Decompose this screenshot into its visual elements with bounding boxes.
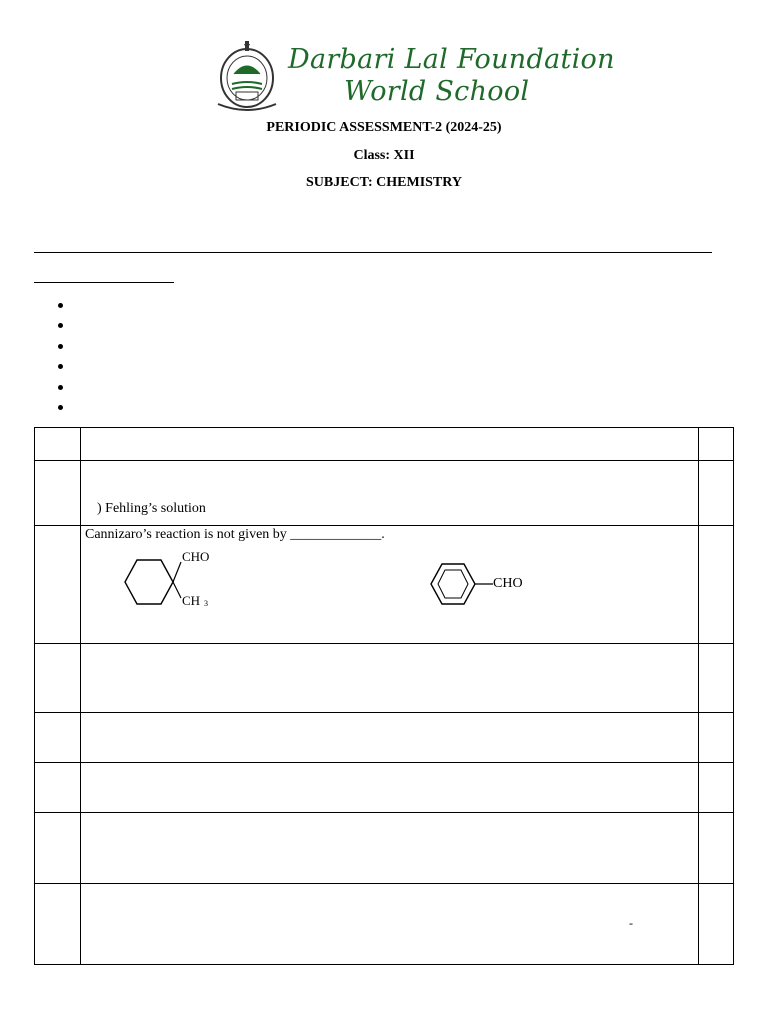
school-logo	[214, 40, 615, 114]
school-name-line1: Darbari Lal Foundation	[288, 44, 615, 75]
table-row	[34, 525, 734, 644]
school-name-line2: World School	[344, 76, 530, 107]
table-row	[34, 883, 734, 965]
structure1-ch-subscript: 3	[204, 599, 208, 608]
question-option-text: ) Fehling’s solution	[97, 501, 206, 516]
table-row	[34, 712, 734, 763]
class-line: Class: XII	[353, 148, 415, 163]
question-text: Cannizaro’s reaction is not given by _____________.	[85, 527, 385, 542]
table-row	[34, 812, 734, 884]
school-emblem-icon	[214, 40, 280, 112]
structure1-ch-label: CH	[182, 593, 201, 608]
question-mark-dash: -	[629, 916, 633, 930]
question-table	[34, 427, 736, 965]
exam-title: PERIODIC ASSESSMENT-2 (2024-25)	[266, 120, 502, 135]
methylcyclohexane-carbaldehyde-structure	[115, 546, 235, 616]
structure1-cho-label: CHO	[182, 549, 210, 564]
table-row	[34, 643, 734, 713]
structure2-cho-label: CHO	[493, 576, 523, 591]
header-divider	[34, 252, 712, 253]
instructions-heading-underline	[34, 282, 174, 283]
subject-line: SUBJECT: CHEMISTRY	[306, 175, 462, 190]
table-header-row	[34, 427, 734, 461]
table-row	[34, 460, 734, 526]
table-row	[34, 762, 734, 813]
